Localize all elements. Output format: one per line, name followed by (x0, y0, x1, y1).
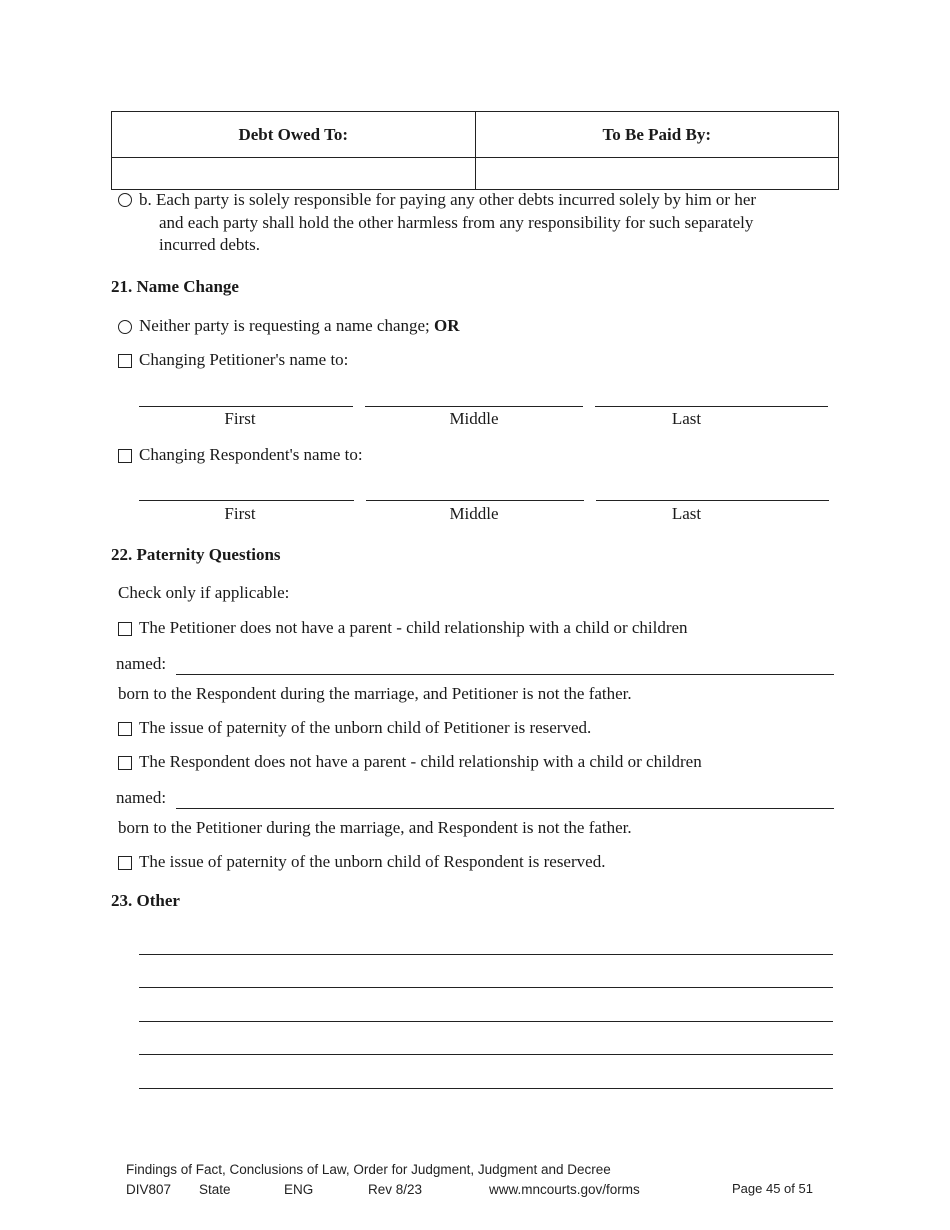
other-line-2[interactable] (139, 987, 833, 988)
petitioner-unborn-text: The issue of paternity of the unborn child of Petitioner is reserved. (139, 718, 592, 737)
footer-form-id: DIV807 (126, 1182, 172, 1197)
petitioner-name-label: Changing Petitioner's name to: (139, 350, 349, 369)
petitioner-first-caption: First (224, 409, 256, 428)
petitioner-middle-name-field[interactable] (365, 406, 583, 407)
petitioner-named-field[interactable] (176, 674, 834, 675)
respondent-middle-name-field[interactable] (366, 500, 584, 501)
item-b-line2: and each party shall hold the other harmless from any responsibility for such separately (159, 213, 754, 232)
section-21-title: 21. Name Change (111, 277, 239, 296)
other-line-5[interactable] (139, 1088, 833, 1089)
respondent-named-field[interactable] (176, 808, 834, 809)
petitioner-born-text: born to the Respondent during the marriage, and Petitioner is not the father. (118, 684, 632, 703)
debt-table (111, 111, 839, 190)
footer-state: State (199, 1182, 231, 1197)
no-name-change-label (139, 316, 460, 336)
to-be-paid-by-header: To Be Paid By: (475, 112, 839, 158)
petitioner-relationship-text: The Petitioner does not have a parent - child relationship with a child or children (139, 618, 688, 637)
other-line-1[interactable] (139, 954, 833, 955)
respondent-name-label: Changing Respondent's name to: (139, 445, 363, 464)
table-row (112, 158, 839, 190)
respondent-name-checkbox[interactable] (118, 449, 132, 463)
item-b-line1: b. Each party is solely responsible for paying any other debts incurred solely by him or her (139, 190, 757, 209)
section-22-title: 22. Paternity Questions (111, 545, 281, 564)
footer-title: Findings of Fact, Conclusions of Law, Order for Judgment, Judgment and Decree (126, 1162, 611, 1177)
other-line-3[interactable] (139, 1021, 833, 1022)
respondent-last-caption: Last (671, 504, 702, 523)
respondent-last-name-field[interactable] (596, 500, 829, 501)
footer-language: ENG (284, 1182, 314, 1197)
petitioner-unborn-checkbox[interactable] (118, 722, 132, 736)
footer-url: www.mncourts.gov/forms (489, 1182, 640, 1197)
respondent-first-caption: First (224, 504, 256, 523)
paternity-instruction: Check only if applicable: (118, 583, 290, 602)
respondent-relationship-checkbox[interactable] (118, 756, 132, 770)
respondent-named-label: named: (116, 788, 167, 807)
or-text: OR (434, 316, 460, 335)
no-name-change-radio[interactable] (118, 320, 132, 334)
debt-owed-to-cell[interactable] (112, 158, 476, 190)
item-b-radio[interactable] (118, 193, 132, 207)
respondent-relationship-text: The Respondent does not have a parent - child relationship with a child or children (139, 752, 702, 771)
other-line-4[interactable] (139, 1054, 833, 1055)
petitioner-named-label: named: (116, 654, 167, 673)
petitioner-first-name-field[interactable] (139, 406, 353, 407)
respondent-first-name-field[interactable] (139, 500, 354, 501)
respondent-unborn-checkbox[interactable] (118, 856, 132, 870)
respondent-born-text: born to the Petitioner during the marriage, and Respondent is not the father. (118, 818, 632, 837)
petitioner-last-name-field[interactable] (595, 406, 828, 407)
petitioner-relationship-checkbox[interactable] (118, 622, 132, 636)
to-be-paid-by-cell[interactable] (475, 158, 839, 190)
footer-revision: Rev 8/23 (368, 1182, 423, 1197)
respondent-middle-caption: Middle (449, 504, 499, 523)
petitioner-last-caption: Last (671, 409, 702, 428)
footer-page-number: Page 45 of 51 (732, 1181, 813, 1196)
item-b-line3: incurred debts. (159, 235, 261, 254)
section-23-title: 23. Other (111, 891, 180, 910)
petitioner-middle-caption: Middle (449, 409, 499, 428)
debt-owed-to-header: Debt Owed To: (112, 112, 476, 158)
petitioner-name-checkbox[interactable] (118, 354, 132, 368)
no-name-change-text: Neither party is requesting a name change; (139, 316, 430, 335)
debt-table-header-row (112, 112, 839, 158)
respondent-unborn-text: The issue of paternity of the unborn child of Respondent is reserved. (139, 852, 606, 871)
